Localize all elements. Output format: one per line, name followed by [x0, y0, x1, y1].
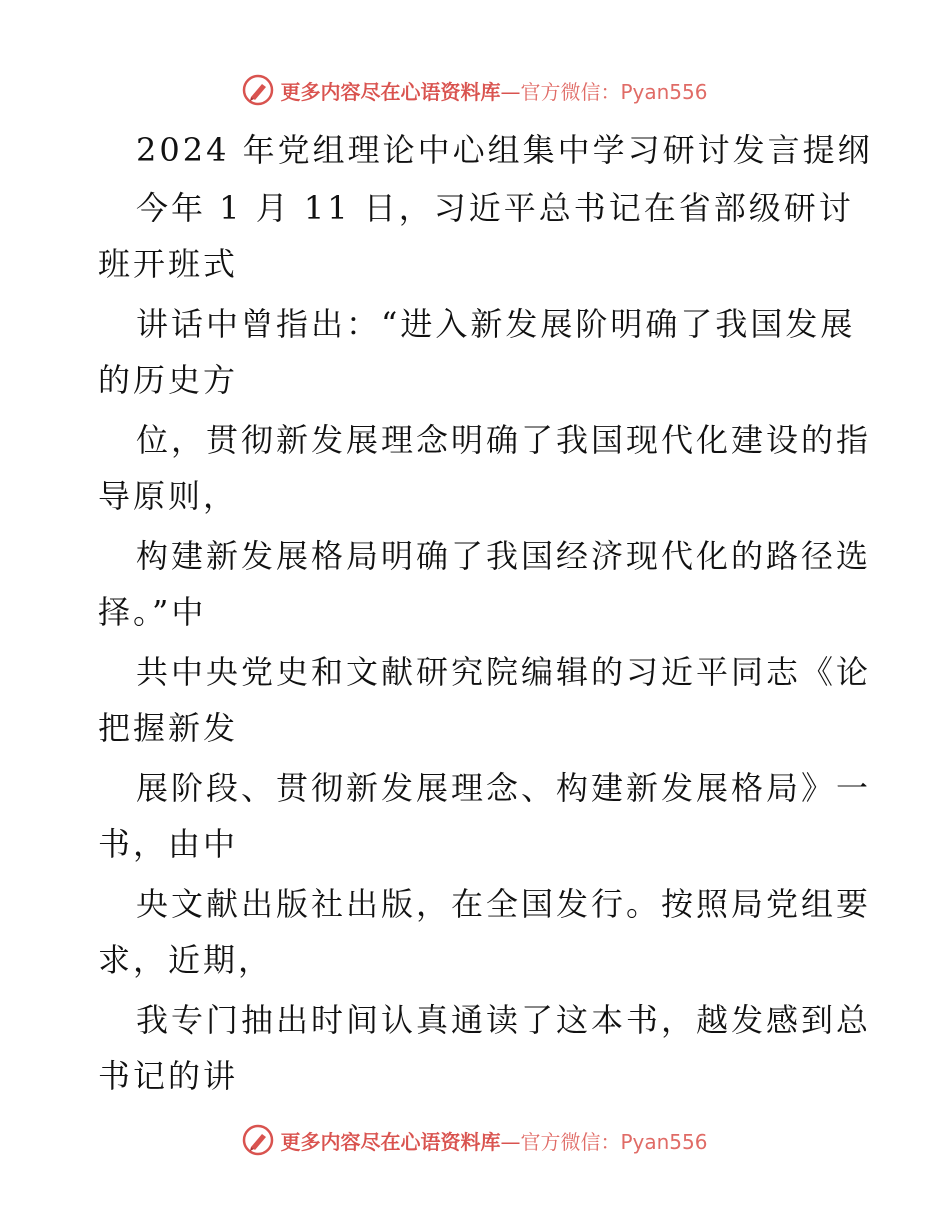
paragraph-line: 我专门抽出时间认真通读了这本书，越发感到总 — [136, 1001, 872, 1039]
pen-logo-icon — [242, 1124, 274, 1156]
paragraph-line: 央文献出版社出版，在全国发行。按照局党组要 — [136, 885, 872, 923]
paragraph-line: 展阶段、贯彻新发展理念、构建新发展格局》一 — [136, 769, 872, 807]
paragraph-line: 今年 1 月 11 日，习近平总书记在省部级研讨 — [136, 189, 854, 227]
paragraph-line: 书，由中 — [98, 825, 239, 863]
paragraph-line: 择。”中 — [98, 593, 207, 631]
banner-text — [280, 1126, 707, 1155]
paragraph-line: 位，贯彻新发展理念明确了我国现代化建设的指 — [136, 421, 872, 459]
paragraph-line: 共中央党史和文献研究院编辑的习近平同志《论 — [136, 653, 872, 691]
footer-banner — [0, 1120, 950, 1160]
document-title: 2024 年党组理论中心组集中学习研讨发言提纲 — [136, 131, 873, 169]
paragraph-line: 把握新发 — [98, 709, 239, 747]
banner-main-text: 更多内容尽在心语资料库 — [280, 1129, 501, 1154]
paragraph-line: 班开班式 — [98, 245, 239, 283]
paragraph-line: 书记的讲 — [98, 1057, 239, 1095]
paragraph-line: 讲话中曾指出：“进入新发展阶明确了我国发展 — [136, 305, 856, 343]
banner-text — [280, 76, 707, 105]
pen-logo-icon — [242, 74, 274, 106]
banner-wechat-text: 官方微信：Pyan556 — [520, 79, 708, 104]
header-banner — [0, 70, 950, 110]
paragraph-line: 的历史方 — [98, 361, 239, 399]
banner-main-text: 更多内容尽在心语资料库 — [280, 79, 501, 104]
banner-separator: — — [500, 79, 521, 104]
paragraph-line: 求，近期， — [98, 941, 274, 979]
banner-separator: — — [500, 1129, 521, 1154]
paragraph-line: 构建新发展格局明确了我国经济现代化的路径选 — [136, 537, 872, 575]
banner-wechat-text: 官方微信：Pyan556 — [520, 1129, 708, 1154]
paragraph-line: 导原则， — [98, 477, 239, 515]
